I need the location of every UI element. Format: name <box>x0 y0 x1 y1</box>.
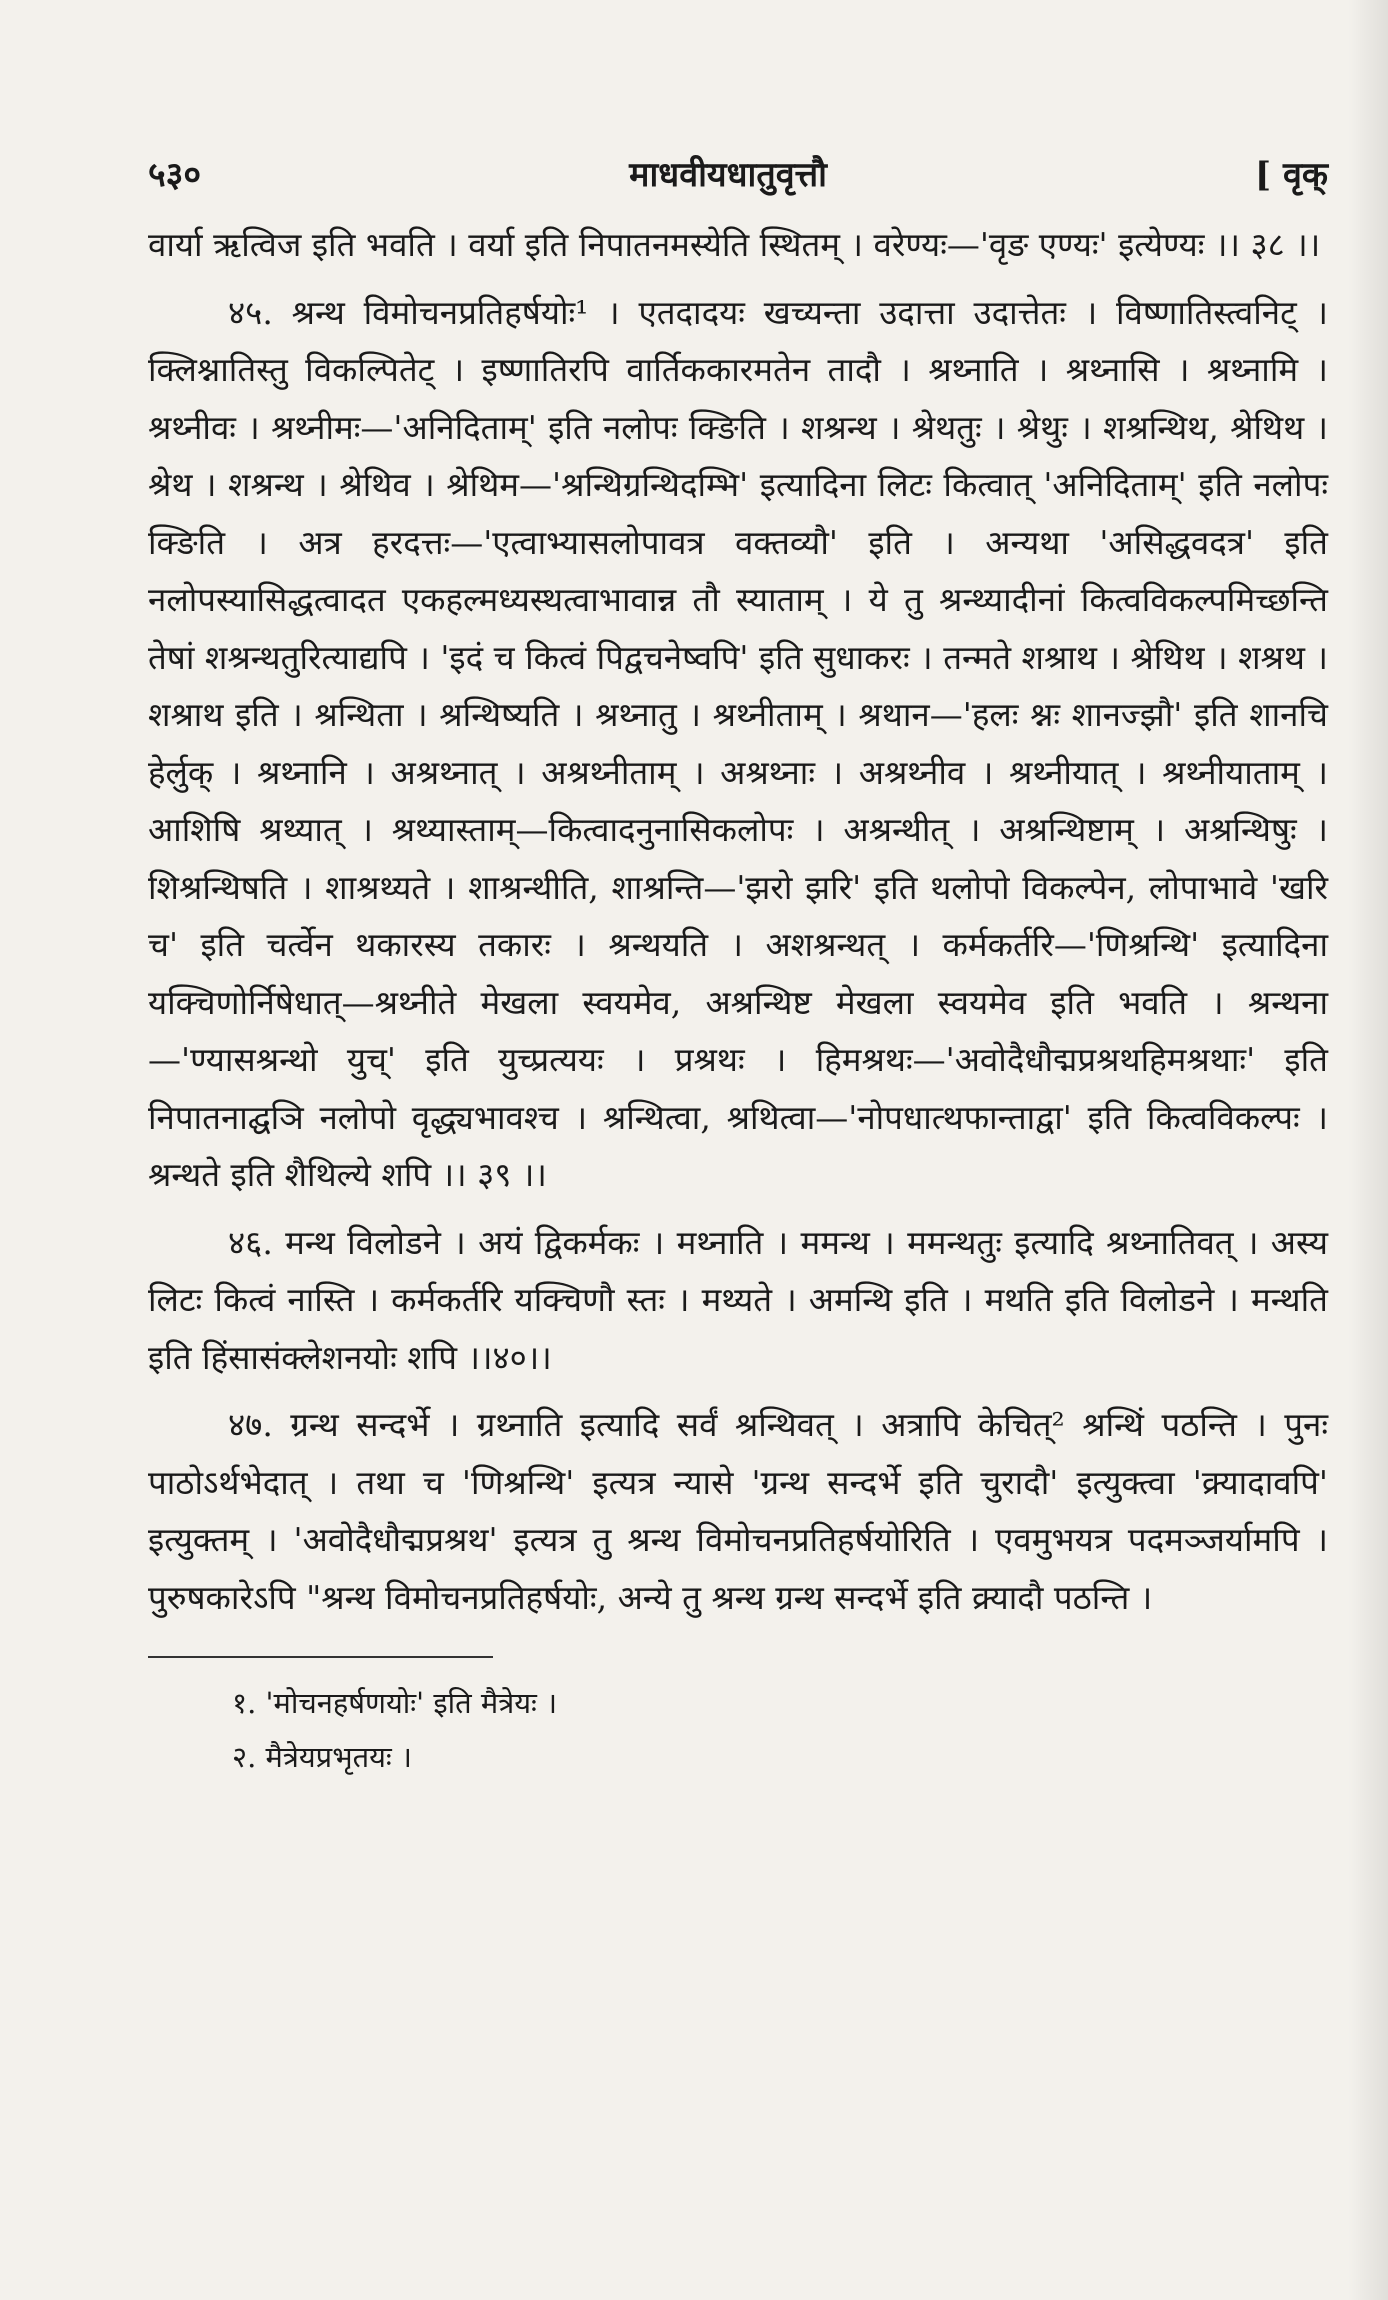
page-number: ५३० <box>148 155 202 195</box>
footnote-2: २. मैत्रेयप्रभृतयः । <box>232 1740 412 1774</box>
paragraph-continued: वार्या ऋत्विज इति भवति । वर्या इति निपातनमस्येति स्थितम् । वरेण्यः—'वृङ एण्यः' इत्येण्यः ।। ३८ ।। <box>148 225 1321 264</box>
page-edge-shadow <box>1348 0 1388 2300</box>
paragraph-entry-45: ४५. श्रन्थ विमोचनप्रतिहर्षयोः¹ । एतदादयः खच्यन्ता उदात्ता उदात्तेतः । विष्णातिस्त्वनिट् । क्लिश्नातिस्तु विकल्पितेट् । इष्णातिरपि वार्तिककारमतेन तादौ । श्रथ्नाति । श्रथ्नासि । श्रथ्नामि । श्रथ्नीवः । श्रथ्नीमः—'अनिदिताम्' इति नलोपः क्ङिति । शश्रन्थ । श्रेथतुः । श्रेथुः । शश्रन्थिथ, श्रेथिथ । श्रेथ । शश्रन्थ । श्रेथिव । श्रेथिम—'श्रन्थिग्रन्थिदम्भि' इत्यादिना लिटः कित्वात् 'अनिदिताम्' इति नलोपः क्ङिति । अत्र हरदत्तः—'एत्वाभ्यासलोपावत्र वक्तव्यौ' इति । अन्यथा 'असिद्धवदत्र' इति नलोपस्यासिद्धत्वादत एकहल्मध्यस्थत्वाभावान्न तौ स्याताम् । ये तु श्रन्थ्यादीनां कित्वविकल्पमिच्छन्ति तेषां शश्रन्थतुरित्याद्यपि । 'इदं च कित्वं पिद्वचनेष्वपि' इति सुधाकरः । तन्मते शश्राथ । श्रेथिथ । शश्रथ । शश्राथ इति । श्रन्थिता । श्रन्थिष्यति । श्रथ्नातु । श्रथ्नीताम् । श्रथान—'हलः श्नः शानज्झौ' इति शानचि हेर्लुक् । श्रथ्नानि । अश्रथ्नात् । अश्रथ्नीताम् । अश्रथ्नाः । अश्रथ्नीव । श्रथ्नीयात् । श्रथ्नीयाताम् । आशिषि श्रथ्यात् । श्रथ्यास्ताम्—कित्वादनुनासिकलोपः । अश्रन्थीत् । अश्रन्थिष्टाम् । अश्रन्थिषुः । शिश्रन्थिषति । शाश्रथ्यते । शाश्रन्थीति, शाश्रन्ति—'झरो झरि' इति थलोपो विकल्पेन, लोपाभावे 'खरि च' इति चर्त्वेन थकारस्य तकारः । श्रन्थयति । अशश्रन्थत् । कर्मकर्तरि—'णिश्रन्थि' इत्यादिना यक्चिणोर्निषेधात्—श्रथ्नीते मेखला स्वयमेव, अश्रन्थिष्ट मेखला स्वयमेव इति भवति । श्रन्थना—'ण्यासश्रन्थो युच्' इति युच्प्रत्ययः । प्रश्रथः । हिमश्रथः—'अवोदैधौद्मप्रश्रथहिमश्रथाः' इति निपातनाद्घञि नलोपो वृद्ध्यभावश्च । श्रन्थित्वा, श्रथित्वा—'नोपधात्थफान्ताद्वा' इति कित्वविकल्पः । श्रन्थते इति शैथिल्ये शपि ।। ३९ ।। <box>148 292 1328 1194</box>
footnote-divider <box>148 1656 493 1658</box>
paragraph-entry-46: ४६. मन्थ विलोडने । अयं द्विकर्मकः । मथ्नाति । ममन्थ । ममन्थतुः इत्यादि श्रथ्नातिवत् । अस्य लिटः कित्वं नास्ति । कर्मकर्तरि यक्चिणौ स्तः । मथ्यते । अमन्थि इति । मथति इति विलोडने । मन्थति इति हिंसासंक्लेशनयोः शपि ।।४०।। <box>148 1222 1328 1377</box>
document-page <box>148 150 1328 1784</box>
running-title: माधवीयधातुवृत्तौ <box>629 155 827 195</box>
main-text <box>148 216 1328 1626</box>
section-mark: [ वृक् <box>1255 155 1328 195</box>
paragraph-entry-47: ४७. ग्रन्थ सन्दर्भे । ग्रथ्नाति इत्यादि सर्वं श्रन्थिवत् । अत्रापि केचित्² श्रन्थिं पठन्ति । पुनः पाठोऽर्थभेदात् । तथा च 'णिश्रन्थि' इत्यत्र न्यासे 'ग्रन्थ सन्दर्भे इति चुरादौ' इत्युक्त्वा 'क्र्यादावपि' इत्युक्तम् । 'अवोदैधौद्मप्रश्रथ' इत्यत्र तु श्रन्थ विमोचनप्रतिहर्षयोरिति । एवमुभयत्र पदमञ्जर्यामपि । पुरुषकारेऽपि "श्रन्थ विमोचनप्रतिहर्षयोः, अन्ये तु श्रन्थ ग्रन्थ सन्दर्भे इति क्र्यादौ पठन्ति । <box>148 1405 1328 1617</box>
footnote-1: १. 'मोचनहर्षणयोः' इति मैत्रेयः । <box>232 1686 558 1720</box>
page-header <box>148 150 1328 216</box>
footnotes <box>148 1676 1328 1784</box>
